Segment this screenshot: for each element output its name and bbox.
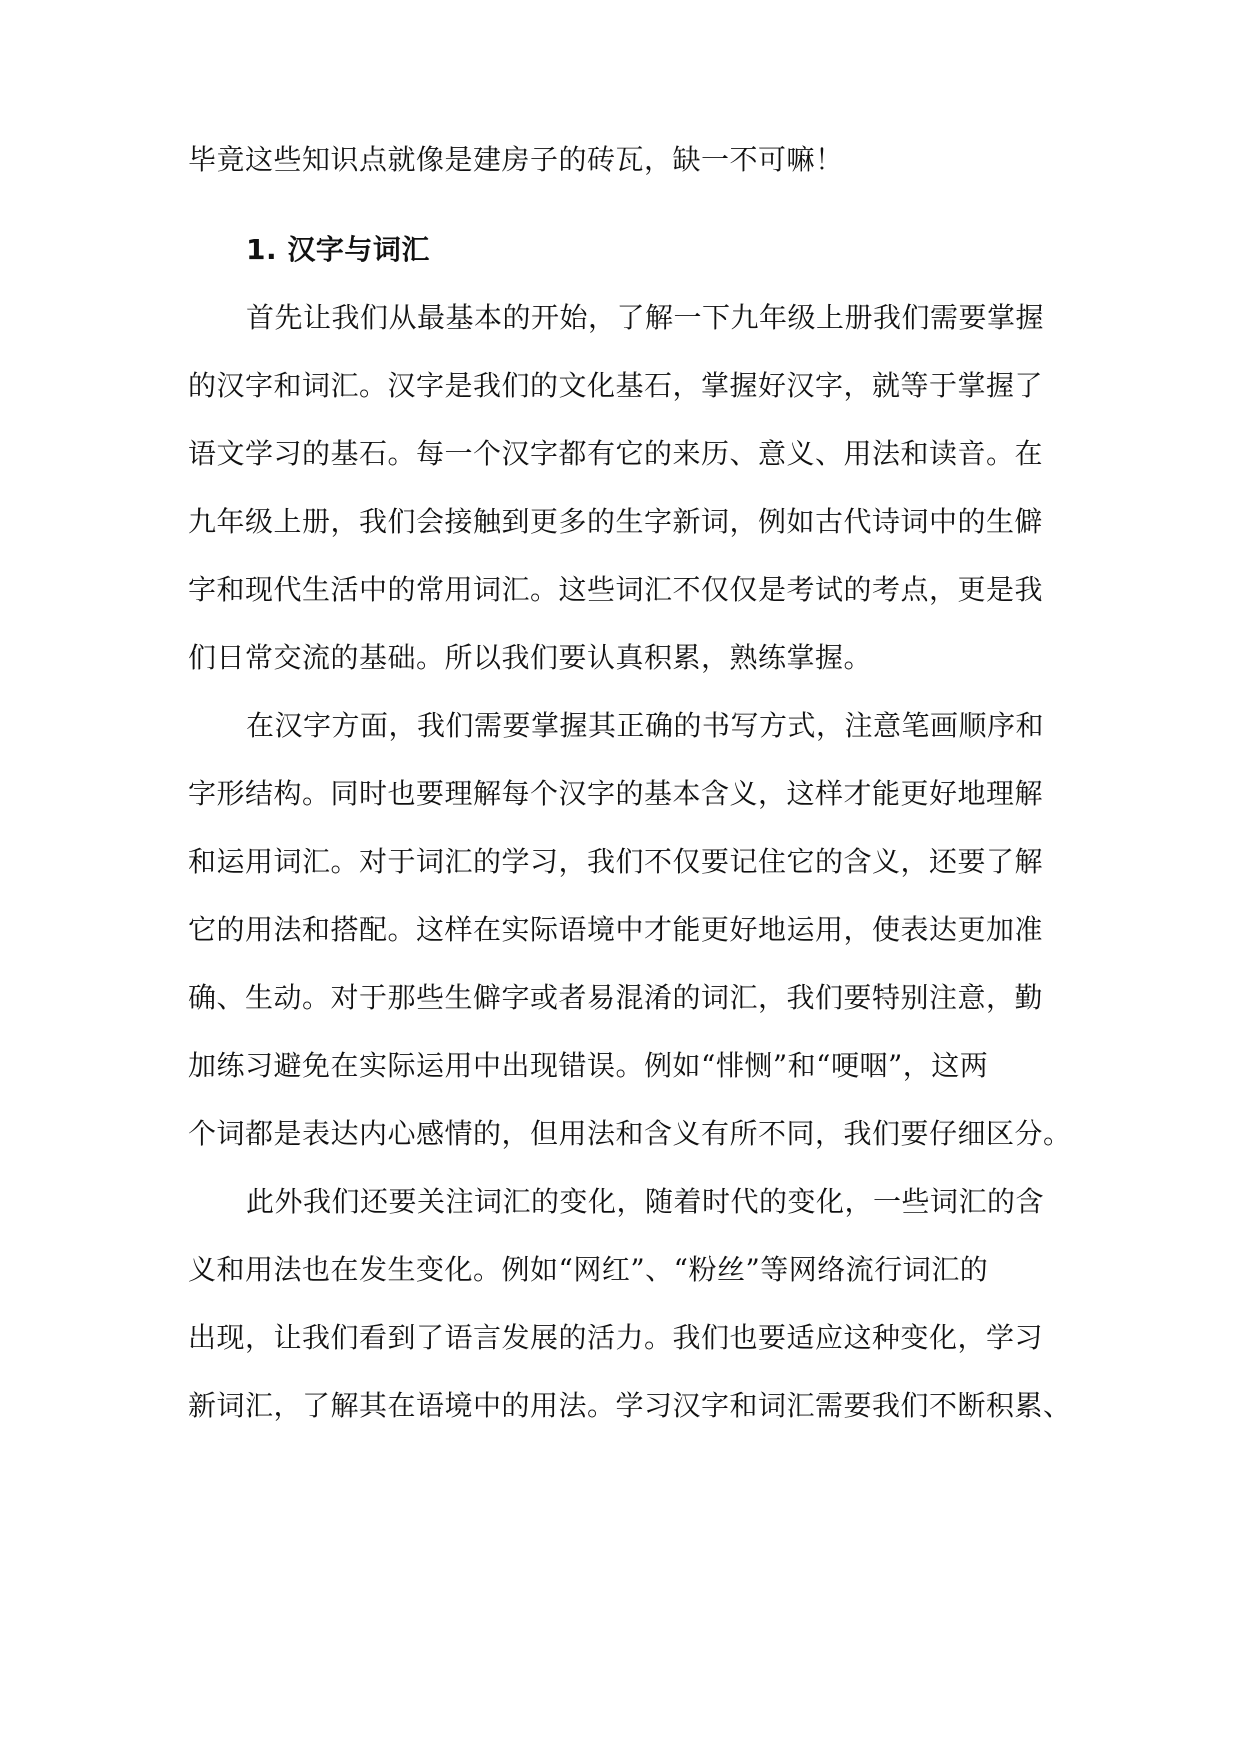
paragraph-line: 此外我们还要关注词汇的变化，随着时代的变化，一些词汇的含 bbox=[246, 1185, 1045, 1218]
paragraph-line: 新词汇，了解其在语境中的用法。学习汉字和词汇需要我们不断积累、 bbox=[188, 1389, 1072, 1422]
section-heading: 1. 汉字与词汇 bbox=[246, 233, 430, 266]
paragraph-line: 义和用法也在发生变化。例如“网红”、“粉丝”等网络流行词汇的 bbox=[188, 1253, 989, 1286]
paragraph-line: 确、生动。对于那些生僻字或者易混淆的词汇，我们要特别注意，勤 bbox=[188, 981, 1044, 1014]
paragraph-line: 字和现代生活中的常用词汇。这些词汇不仅仅是考试的考点，更是我 bbox=[188, 573, 1044, 606]
paragraph-line: 的汉字和词汇。汉字是我们的文化基石，掌握好汉字，就等于掌握了 bbox=[188, 369, 1044, 402]
paragraph-line: 出现，让我们看到了语言发展的活力。我们也要适应这种变化，学习 bbox=[188, 1321, 1044, 1354]
paragraph-line: 首先让我们从最基本的开始，了解一下九年级上册我们需要掌握 bbox=[246, 301, 1045, 334]
paragraph-line: 加练习避免在实际运用中出现错误。例如“悱恻”和“哽咽”，这两 bbox=[188, 1049, 989, 1082]
paragraph-line: 个词都是表达内心感情的，但用法和含义有所不同，我们要仔细区分。 bbox=[188, 1117, 1072, 1150]
paragraph-line: 和运用词汇。对于词汇的学习，我们不仅要记住它的含义，还要了解 bbox=[188, 845, 1044, 878]
paragraph-line: 字形结构。同时也要理解每个汉字的基本含义，这样才能更好地理解 bbox=[188, 777, 1044, 810]
paragraph-line: 它的用法和搭配。这样在实际语境中才能更好地运用，使表达更加准 bbox=[188, 913, 1044, 946]
paragraph-line: 在汉字方面，我们需要掌握其正确的书写方式，注意笔画顺序和 bbox=[246, 709, 1045, 742]
paragraph-line: 们日常交流的基础。所以我们要认真积累，熟练掌握。 bbox=[188, 641, 873, 674]
continuation-text-line: 毕竟这些知识点就像是建房子的砖瓦，缺一不可嘛！ bbox=[188, 143, 844, 176]
paragraph-line: 九年级上册，我们会接触到更多的生字新词，例如古代诗词中的生僻 bbox=[188, 505, 1044, 538]
paragraph-line: 语文学习的基石。每一个汉字都有它的来历、意义、用法和读音。在 bbox=[188, 437, 1044, 470]
